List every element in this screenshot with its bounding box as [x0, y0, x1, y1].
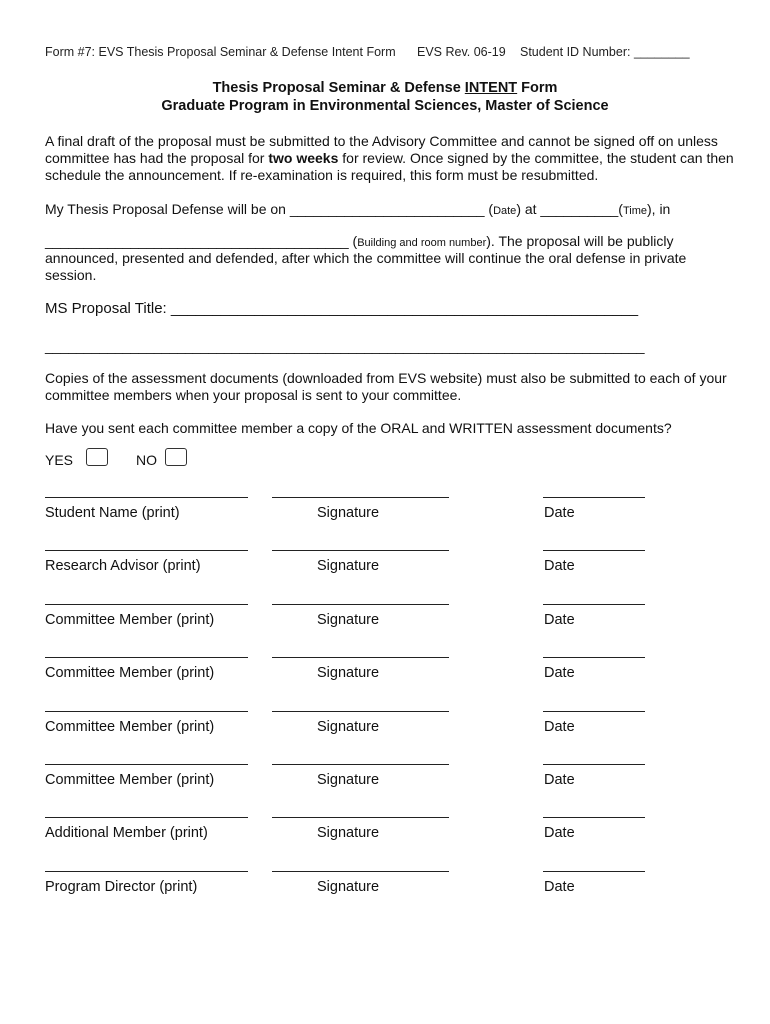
signature-line[interactable] — [272, 764, 449, 765]
student-id-field[interactable]: Student ID Number: ________ — [520, 45, 690, 59]
proposal-title-field[interactable]: MS Proposal Title: ________________________________________________________ — [45, 300, 639, 317]
role-label: Committee Member (print) — [45, 719, 215, 735]
form-title: Thesis Proposal Seminar & Defense INTENT Form — [212, 80, 558, 96]
signature-line[interactable] — [272, 871, 449, 872]
assessment-copies-text: Copies of the assessment documents (downloaded from EVS website) must also be submitted to each of your committee members when your proposal is sent to your committee. — [45, 370, 727, 403]
role-label: Research Advisor (print) — [45, 558, 201, 574]
role-label: Committee Member (print) — [45, 772, 215, 788]
intro-paragraph: A final draft of the proposal must be submitted to the Advisory Committee and cannot be signed off on unless committee has had the proposal for two weeks for review. Once signed by the committee, the student can then schedule the announcement. If re-examination is required, this form must be resubmitted. — [45, 133, 734, 183]
signature-line[interactable] — [272, 497, 449, 498]
date-line[interactable] — [543, 711, 645, 712]
date-line[interactable] — [543, 657, 645, 658]
date-line[interactable] — [543, 871, 645, 872]
print-name-line[interactable] — [45, 711, 248, 712]
defense-announcement-text: announced, presented and defended, after which the committee will continue the oral defense in private session. — [45, 250, 687, 283]
role-label: Additional Member (print) — [45, 825, 208, 841]
no-checkbox[interactable] — [165, 448, 187, 466]
date-label: Date — [544, 612, 575, 628]
print-name-line[interactable] — [45, 871, 248, 872]
intent-emphasis: INTENT — [464, 80, 518, 96]
signature-label: Signature — [317, 612, 380, 628]
proposal-title-continuation-field[interactable]: _____________________________________________________________________________ — [45, 338, 645, 354]
print-name-line[interactable] — [45, 497, 248, 498]
defense-date-line[interactable]: My Thesis Proposal Defense will be on _________________________ (Date) at __________(Time), in — [45, 201, 671, 217]
print-name-line[interactable] — [45, 604, 248, 605]
role-label: Committee Member (print) — [45, 665, 215, 681]
role-label: Committee Member (print) — [45, 612, 215, 628]
defense-location-line[interactable]: _______________________________________ (Building and room number). The proposal will be publicly — [45, 233, 674, 249]
print-name-line[interactable] — [45, 550, 248, 551]
date-label: Date — [544, 879, 575, 895]
signature-label: Signature — [317, 665, 380, 681]
signature-label: Signature — [317, 772, 380, 788]
date-label: Date — [544, 825, 575, 841]
signature-label: Signature — [317, 505, 380, 521]
yes-label: YES — [45, 452, 74, 468]
signature-line[interactable] — [272, 604, 449, 605]
date-line[interactable] — [543, 817, 645, 818]
signature-label: Signature — [317, 825, 380, 841]
signature-label: Signature — [317, 879, 380, 895]
yes-checkbox[interactable] — [86, 448, 108, 466]
role-label: Program Director (print) — [45, 879, 198, 895]
revision-label: EVS Rev. 06-19 — [417, 45, 506, 59]
form-label: Form #7: EVS Thesis Proposal Seminar & Defense Intent Form — [45, 45, 396, 59]
signature-label: Signature — [317, 558, 380, 574]
date-line[interactable] — [543, 764, 645, 765]
date-label: Date — [544, 505, 575, 521]
date-label: Date — [544, 665, 575, 681]
signature-label: Signature — [317, 719, 380, 735]
assessment-question: Have you sent each committee member a copy of the ORAL and WRITTEN assessment documents? — [45, 420, 672, 436]
signature-line[interactable] — [272, 657, 449, 658]
no-label: NO — [136, 452, 157, 468]
date-line[interactable] — [543, 550, 645, 551]
print-name-line[interactable] — [45, 764, 248, 765]
signature-line[interactable] — [272, 711, 449, 712]
date-label: Date — [544, 719, 575, 735]
date-label: Date — [544, 558, 575, 574]
signature-line[interactable] — [272, 817, 449, 818]
two-weeks-emphasis: two weeks — [268, 150, 339, 166]
date-line[interactable] — [543, 604, 645, 605]
print-name-line[interactable] — [45, 657, 248, 658]
program-subtitle: Graduate Program in Environmental Sciences, Master of Science — [161, 98, 609, 114]
role-label: Student Name (print) — [45, 505, 180, 521]
signature-line[interactable] — [272, 550, 449, 551]
date-line[interactable] — [543, 497, 645, 498]
print-name-line[interactable] — [45, 817, 248, 818]
date-label: Date — [544, 772, 575, 788]
